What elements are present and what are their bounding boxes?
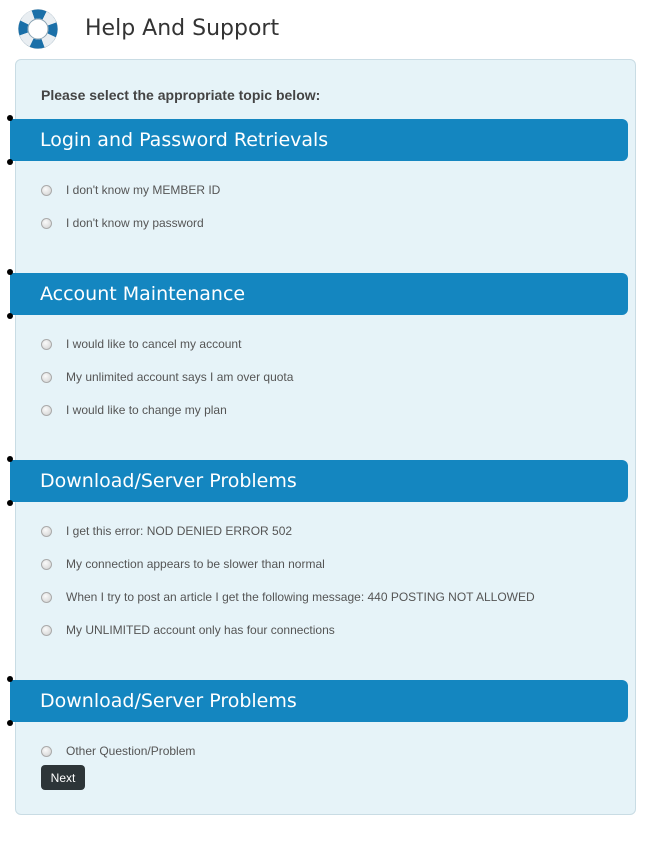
instruction-text: Please select the appropriate topic below: [41, 87, 321, 103]
section-banner-download [10, 460, 628, 502]
option-label: My UNLIMITED account only has four connections [66, 623, 335, 637]
option-label: My connection appears to be slower than normal [66, 557, 325, 571]
radio-button[interactable] [41, 746, 52, 757]
section-title: Download/Server Problems [40, 690, 297, 712]
topic-panel [15, 59, 636, 815]
section-banner-login [10, 119, 628, 161]
radio-button[interactable] [41, 372, 52, 383]
option-label: I don't know my MEMBER ID [66, 183, 221, 197]
option-label: Other Question/Problem [66, 744, 196, 758]
radio-button[interactable] [41, 592, 52, 603]
radio-button[interactable] [41, 625, 52, 636]
option-cancel-account[interactable] [41, 334, 241, 354]
radio-button[interactable] [41, 405, 52, 416]
option-other-question[interactable] [41, 741, 195, 761]
section-title: Login and Password Retrievals [40, 129, 329, 151]
lifebuoy-icon [17, 8, 59, 50]
next-button[interactable]: Next [41, 765, 85, 790]
option-error-502[interactable] [41, 521, 292, 541]
option-label: My unlimited account says I am over quota [66, 370, 294, 384]
option-member-id[interactable] [41, 180, 220, 200]
section-title: Download/Server Problems [40, 470, 297, 492]
option-slow-connection[interactable] [41, 554, 325, 574]
page-title: Help And Support [85, 16, 280, 41]
radio-button[interactable] [41, 559, 52, 570]
option-label: I would like to change my plan [66, 403, 227, 417]
header [0, 0, 649, 60]
section-title: Account Maintenance [40, 283, 246, 305]
radio-button[interactable] [41, 526, 52, 537]
option-label: I don't know my password [66, 216, 204, 230]
radio-button[interactable] [41, 218, 52, 229]
option-password[interactable] [41, 213, 204, 233]
option-label: I would like to cancel my account [66, 337, 242, 351]
option-posting-not-allowed[interactable] [41, 587, 535, 607]
section-banner-other [10, 680, 628, 722]
option-change-plan[interactable] [41, 400, 227, 420]
radio-button[interactable] [41, 185, 52, 196]
option-four-connections[interactable] [41, 620, 335, 640]
option-label: When I try to post an article I get the following message: 440 POSTING NOT ALLOWED [66, 590, 535, 604]
option-label: I get this error: NOD DENIED ERROR 502 [66, 524, 293, 538]
radio-button[interactable] [41, 339, 52, 350]
section-banner-account [10, 273, 628, 315]
option-over-quota[interactable] [41, 367, 293, 387]
